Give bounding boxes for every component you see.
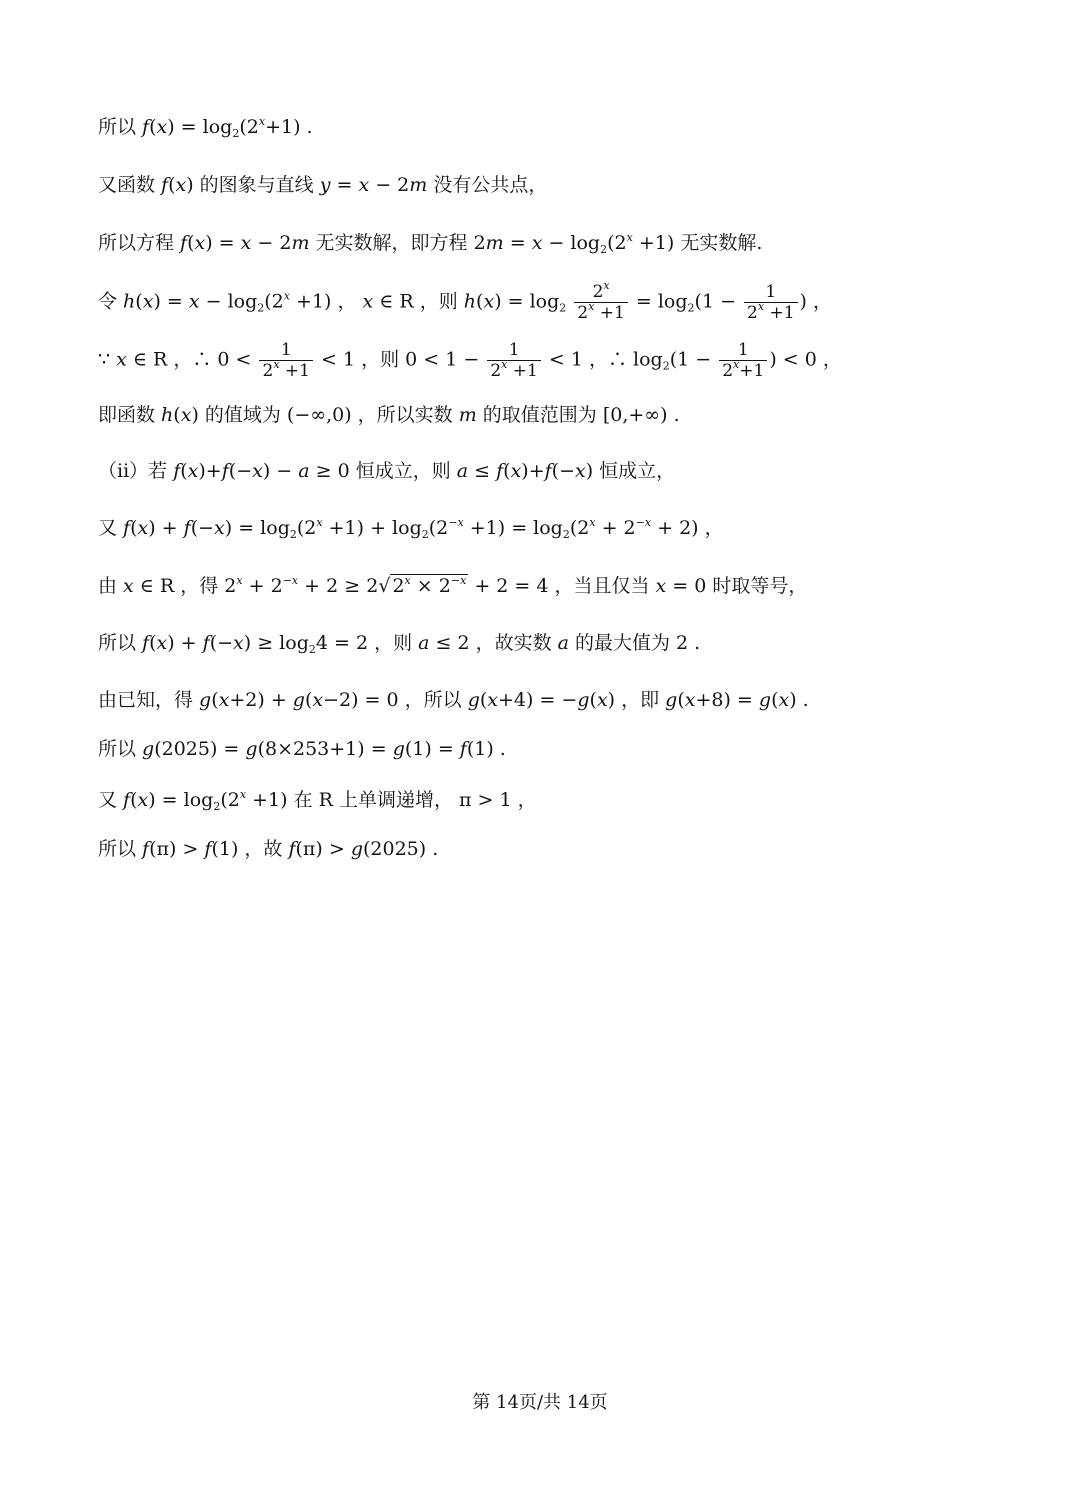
page-footer: 第 14页/共 14页 [472,1392,608,1413]
solution-line: 所以 $f(x) + f(-x) \ge \log_24 = 2$ ，则 a ≤ 2 ，故实数 a 的最大值为 2 . [98,632,701,656]
solution-line: 所以 f(π) > f(1) ，故 f(π) > g(2025) . [98,838,439,860]
solution-line: 所以方程 f(x) = x − 2m 无实数解，即方程 $2m = x - \log_2(2^x +1)$ 无实数解. [98,231,763,256]
solution-line: 所以 $f(x) = \log_2(2^x+1)$ . [98,115,313,140]
solution-line: 又函数 f(x) 的图象与直线 y = x − 2m 没有公共点， [98,174,548,196]
solution-line: 由 x ∈ R ，得 $2^x + 2^{-x} + 2 \ge 2√$ $2^x \times 2^{-x} + 2 = 4$ ，当且仅当 x = 0 时取等号， [98,574,808,597]
solution-line: 又 $f(x) + f(-x) = \log_2(2^x +1) + \log_2(2^{-x} +1) = \log_2(2^x + 2^{-x} + 2)$ ， [98,516,724,541]
solution-line: 令 $h(x) = x - \log_2(2^x +1)$ ， x ∈ R ，则 $h(x) = \log_2$ $\frac{2^x}{2^x +1}$ = $\log_2(1$ − $\frac{1}{2^x +1}$ ) ， [98,279,832,323]
solution-line: 由已知，得 g(x+2) + g(x−2) = 0 ，所以 g(x+4) = −g(x) ，即 g(x+8) = g(x) . [98,689,809,711]
fraction: $\frac{1}{2^x+1}$ [719,340,767,381]
fraction: $\frac{1}{2^x +1}$ [744,282,798,323]
solution-line: 又 $f(x) = \log_2(2^x +1)$ 在 R 上单调递增， π > 1 ， [98,788,537,813]
solution-line: ∵ x ∈ R ，∴ 0 < $\frac{1}{2^x +1}$ < 1 ，则 0 < 1 − $\frac{1}{2^x +1}$ < 1 ，∴ $\log_2(1$ − $\frac{1}{2^x+1}$ ) < 0 ， [98,340,842,381]
fraction: $\frac{1}{2^x +1}$ [259,340,313,381]
solution-line: 所以 g(2025) = g(8×253+1) = g(1) = f(1) . [98,738,506,760]
fraction: $\frac{2^x}{2^x +1}$ [574,282,628,323]
solution-line: 即函数 h(x) 的值域为 (−∞,0) ，所以实数 m 的取值范围为 [0,+∞) . [98,404,680,426]
solution-line: （ii）若 f(x)+f(−x) − a ≥ 0 恒成立，则 a ≤ f(x)+f(−x) 恒成立， [98,460,676,482]
fraction: $\frac{1}{2^x +1}$ [487,340,541,381]
